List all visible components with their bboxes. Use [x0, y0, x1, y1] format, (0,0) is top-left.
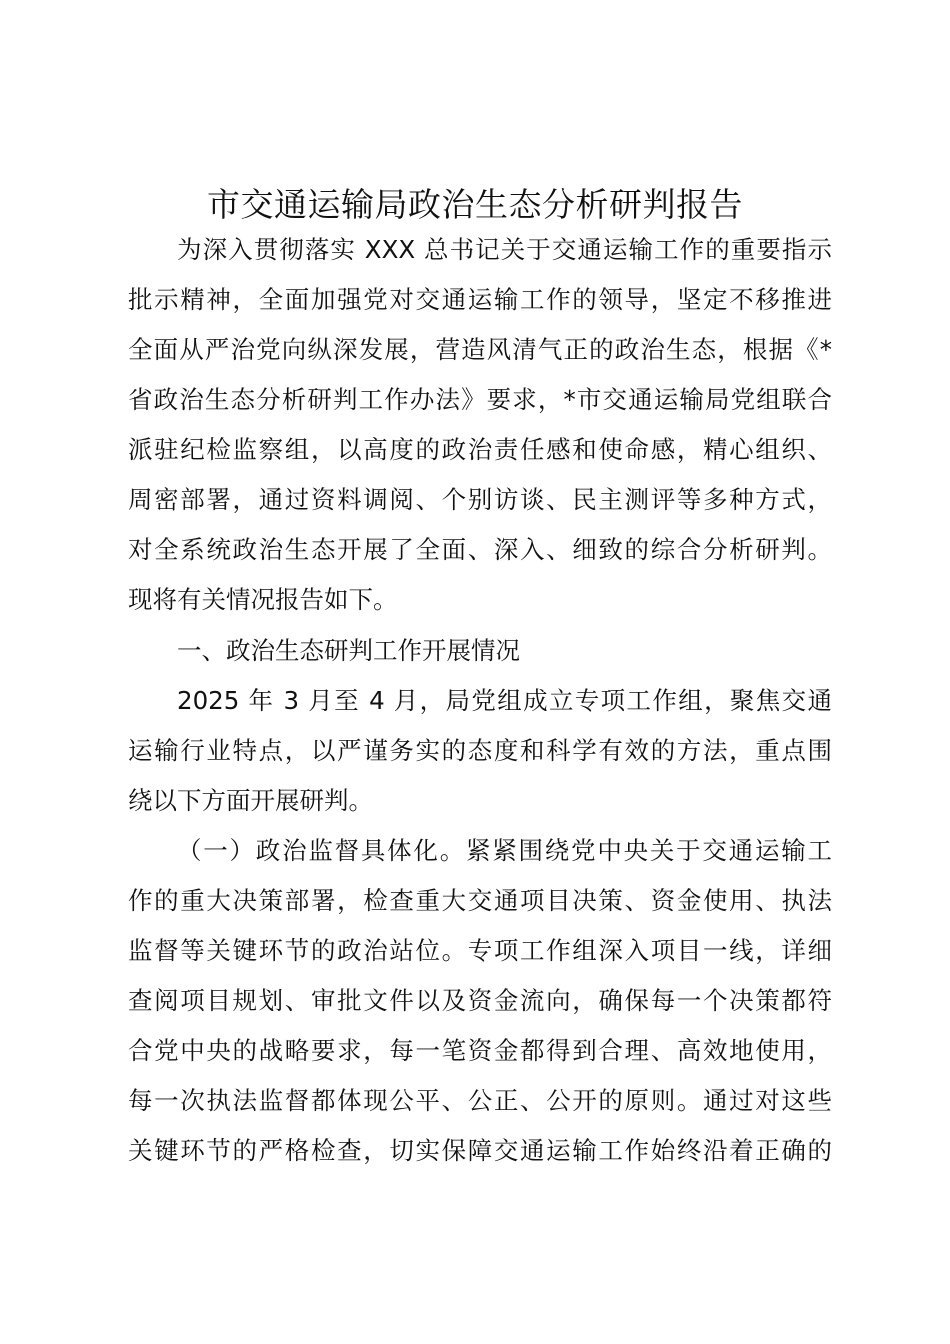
text-line: 为深入贯彻落实 XXX 总书记关于交通运输工作的重要指示 [177, 235, 832, 264]
text-line: 全面从严治党向纵深发展，营造风清气正的政治生态，根据《* [128, 335, 832, 364]
text-line: 作的重大决策部署，检查重大交通项目决策、资金使用、执法 [128, 886, 832, 915]
text-line: 2025 年 3 月至 4 月，局党组成立专项工作组，聚焦交通 [177, 686, 832, 715]
text-line: 合党中央的战略要求，每一笔资金都得到合理、高效地使用， [128, 1036, 832, 1065]
text-line: 批示精神，全面加强党对交通运输工作的领导，坚定不移推进 [128, 285, 832, 314]
text-line: 现将有关情况报告如下。 [128, 585, 398, 614]
document-title: 市交通运输局政治生态分析研判报告 [207, 185, 743, 224]
text-line: 关键环节的严格检查，切实保障交通运输工作始终沿着正确的 [128, 1136, 832, 1165]
text-line: （一）政治监督具体化。紧紧围绕党中央关于交通运输工 [177, 836, 832, 865]
text-line: 绕以下方面开展研判。 [128, 786, 373, 815]
text-line: 周密部署，通过资料调阅、个别访谈、民主测评等多种方式， [128, 485, 832, 514]
text-line: 运输行业特点，以严谨务实的态度和科学有效的方法，重点围 [128, 736, 832, 765]
text-line: 每一次执法监督都体现公平、公正、公开的原则。通过对这些 [128, 1086, 832, 1115]
text-line: 查阅项目规划、审批文件以及资金流向，确保每一个决策都符 [128, 986, 832, 1015]
text-line: 派驻纪检监察组，以高度的政治责任感和使命感，精心组织、 [128, 435, 832, 464]
text-line: 监督等关键环节的政治站位。专项工作组深入项目一线，详细 [128, 936, 832, 965]
text-line: 省政治生态分析研判工作办法》要求，*市交通运输局党组联合 [128, 385, 832, 414]
section-heading: 一、政治生态研判工作开展情况 [177, 636, 520, 665]
text-line: 对全系统政治生态开展了全面、深入、细致的综合分析研判。 [128, 535, 832, 564]
